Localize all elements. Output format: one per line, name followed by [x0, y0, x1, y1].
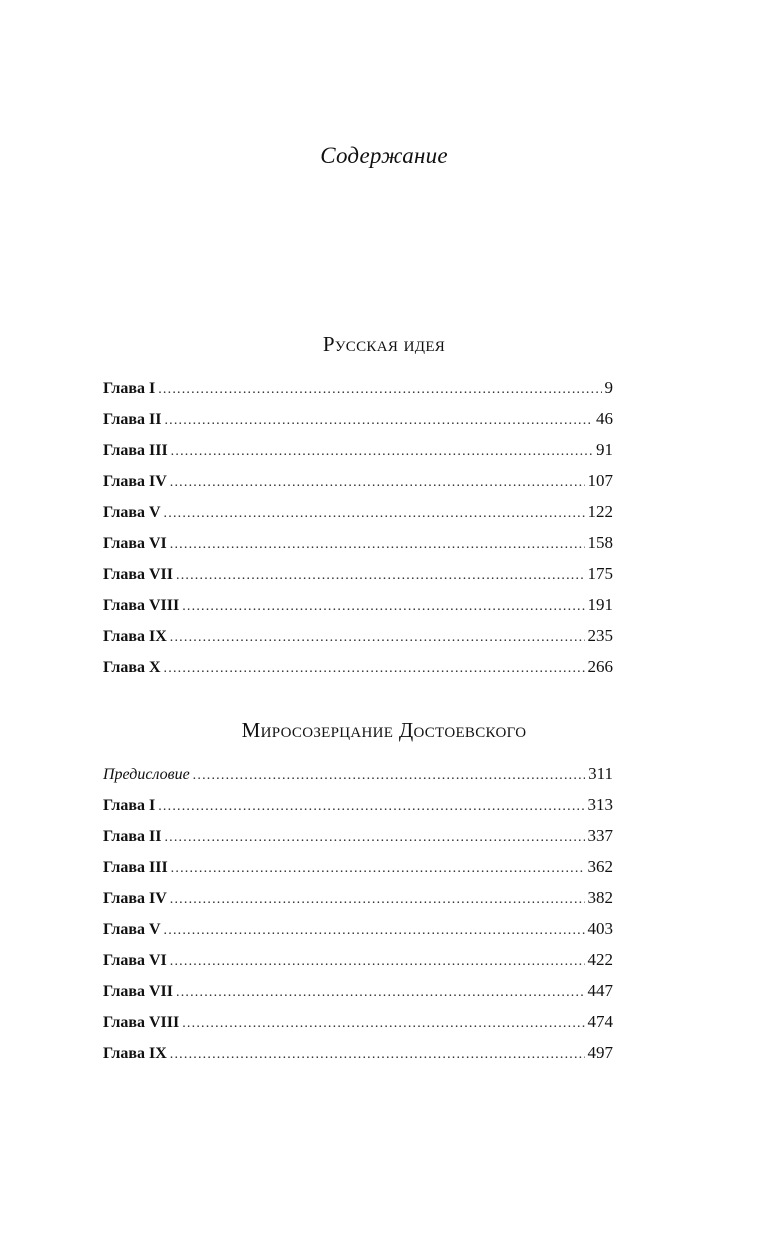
toc-entry[interactable]: [103, 593, 613, 624]
toc-entry-label: Глава V: [103, 504, 161, 521]
toc-entry[interactable]: [103, 793, 613, 824]
toc-entry-page: 337: [587, 826, 613, 845]
toc-entry[interactable]: [103, 762, 613, 793]
toc-entry-page: 158: [587, 533, 613, 552]
dot-leader: [164, 826, 584, 850]
toc-entry-page: 474: [587, 1012, 613, 1031]
dot-leader: [182, 595, 584, 619]
toc-entry-label: Глава V: [103, 921, 161, 938]
toc-entry-label: Глава VII: [103, 983, 173, 1000]
page-title: Содержание: [320, 143, 448, 168]
toc-entry-page: 362: [587, 857, 613, 876]
dot-leader: [170, 950, 585, 974]
dot-leader: [171, 857, 585, 881]
toc-entry-label: Глава II: [103, 828, 162, 845]
dot-leader: [193, 764, 585, 788]
toc-entry-page: 107: [587, 471, 613, 490]
toc-entry-page: 122: [587, 502, 613, 521]
toc-entry-page: 403: [587, 919, 613, 938]
toc-entry-label: Предисловие: [103, 766, 190, 783]
dot-leader: [170, 626, 585, 650]
toc-entry-label: Глава IV: [103, 890, 167, 907]
toc-entry[interactable]: [103, 376, 613, 407]
dot-leader: [164, 409, 593, 433]
toc-entry-page: 422: [587, 950, 613, 969]
toc-entry-page: 266: [587, 657, 613, 676]
dot-leader: [164, 919, 585, 943]
toc-entry-page: 235: [587, 626, 613, 645]
toc-entry-label: Глава I: [103, 797, 156, 814]
dot-leader: [176, 981, 585, 1005]
toc-entry-label: Глава III: [103, 442, 168, 459]
toc-entry-page: 9: [604, 378, 613, 397]
toc-entry[interactable]: [103, 824, 613, 855]
toc-entry[interactable]: [103, 855, 613, 886]
toc-entry[interactable]: [103, 886, 613, 917]
toc-entry-page: 311: [588, 764, 613, 783]
toc-entry-page: 175: [587, 564, 613, 583]
toc-entry-label: Глава VIII: [103, 597, 180, 614]
dot-leader: [170, 888, 585, 912]
toc-entry-label: Глава X: [103, 659, 161, 676]
toc-entry-page: 46: [596, 409, 613, 428]
toc-entry-page: 447: [587, 981, 613, 1000]
dot-leader: [158, 795, 584, 819]
dot-leader: [171, 440, 593, 464]
toc-entry[interactable]: [103, 562, 613, 593]
toc-entry-label: Глава VII: [103, 566, 173, 583]
toc-entry[interactable]: [103, 917, 613, 948]
dot-leader: [170, 1043, 585, 1067]
toc-entry[interactable]: [103, 500, 613, 531]
toc-entry-page: 91: [596, 440, 613, 459]
dot-leader: [164, 502, 585, 526]
toc-entry[interactable]: [103, 979, 613, 1010]
toc-entry-label: Глава III: [103, 859, 168, 876]
dot-leader: [176, 564, 585, 588]
toc-entry-page: 382: [587, 888, 613, 907]
toc-entry-label: Глава II: [103, 411, 162, 428]
toc-entry[interactable]: [103, 531, 613, 562]
dot-leader: [164, 657, 585, 681]
toc-entry-page: 313: [587, 795, 613, 814]
section-heading-dostoevsky: Миросозерцание Достоевского: [241, 718, 527, 742]
toc-entry[interactable]: [103, 438, 613, 469]
toc-entry[interactable]: [103, 469, 613, 500]
toc-entry-page: 497: [587, 1043, 613, 1062]
toc-entry-label: Глава IV: [103, 473, 167, 490]
toc-entry-label: Глава VI: [103, 952, 167, 969]
toc-entry[interactable]: [103, 407, 613, 438]
toc-entry-label: Глава IX: [103, 1045, 167, 1062]
toc-entry[interactable]: [103, 1041, 613, 1072]
toc-entry-label: Глава VIII: [103, 1014, 180, 1031]
toc-entry[interactable]: [103, 1010, 613, 1041]
section-heading-russian-idea: Русская идея: [322, 332, 446, 356]
dot-leader: [170, 471, 585, 495]
toc-entry[interactable]: [103, 655, 613, 686]
toc-list-dostoevsky: [103, 762, 613, 1072]
toc-entry-label: Глава IX: [103, 628, 167, 645]
toc-entry-label: Глава I: [103, 380, 156, 397]
toc-entry-label: Глава VI: [103, 535, 167, 552]
toc-entry[interactable]: [103, 948, 613, 979]
toc-list-russian-idea: [103, 376, 613, 686]
dot-leader: [170, 533, 585, 557]
dot-leader: [182, 1012, 584, 1036]
toc-entry-page: 191: [587, 595, 613, 614]
toc-entry[interactable]: [103, 624, 613, 655]
dot-leader: [158, 378, 601, 402]
